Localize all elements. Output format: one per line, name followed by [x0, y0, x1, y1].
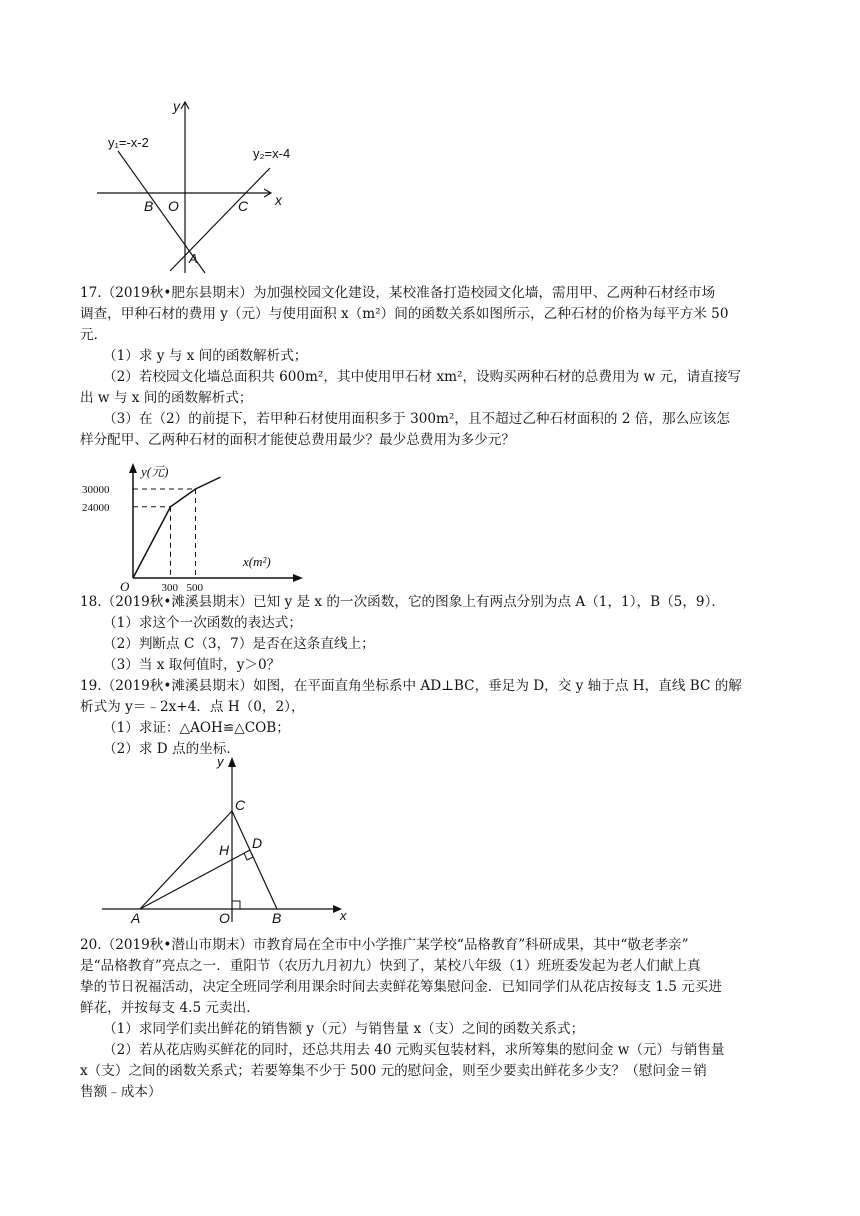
x-tick-label: 500 — [186, 582, 203, 594]
segment-ac — [140, 811, 232, 909]
fig19-point-a: A — [131, 910, 141, 926]
point-c-label: C — [238, 198, 249, 214]
line-y1-label: y₁=-x-2 — [108, 135, 149, 150]
q20-part2-line1: （2）若从花店购买鲜花的同时，还总共用去 40 元购买包装材料，求所筹集的慰问金 w（元）与销售量 — [103, 1042, 725, 1058]
fig19-point-o: O — [219, 910, 230, 926]
q17-part2-line2: 出 w 与 x 间的函数解析式； — [80, 390, 253, 406]
fig19-point-d: D — [252, 835, 263, 851]
q17-part3-line2: 样分配甲、乙两种石材的面积才能使总费用最少？最少总费用为多少元？ — [80, 432, 515, 448]
q19-part1: （1）求证：△AOH≌△COB； — [103, 720, 290, 736]
chart-origin-label: O — [120, 579, 130, 594]
chart-xlabel: x(m²) — [243, 554, 271, 569]
y-tick-label: 30000 — [82, 484, 110, 496]
q20-line1: 20.（2019秋•潜山市期末）市教育局在全市中小学推广某学校“品格教育”科研成果，其中“敬老孝亲” — [80, 937, 689, 953]
figure-triangle — [95, 752, 365, 927]
q19-stem-line1: 19.（2019秋•滩溪县期末）如图，在平面直角坐标系中 AD⊥BC，垂足为 D，交 y 轴于点 H，直线 BC 的解 — [80, 678, 742, 694]
q20-part1: （1）求同学们卖出鲜花的销售额 y（元）与销售量 x（支）之间的函数关系式； — [103, 1021, 585, 1037]
q19-part2: （2）求 D 点的坐标． — [103, 741, 240, 757]
fig19-point-b: B — [272, 910, 282, 926]
q20-part2-line2: x（支）之间的函数关系式；若要筹集不少于 500 元的慰问金，则至少要卖出鲜花多少支？（慰问金＝销 — [80, 1063, 707, 1079]
chart-x-arrow — [293, 574, 303, 582]
cost-series-line — [133, 477, 221, 578]
q20-line2: 是“品格教育”亮点之一．重阳节（农历九月初九）快到了，某校八年级（1）班班委发起为老人们献上真 — [80, 958, 701, 974]
q17-stem-line1: 17.（2019秋•肥东县期末）为加强校园文化建设，某校准备打造校园文化墙，需用甲、乙两种石材经市场 — [80, 285, 716, 301]
cost-chart — [78, 460, 308, 595]
y-tick-label: 24000 — [82, 501, 110, 514]
q18-part1: （1）求这个一次函数的表达式； — [103, 615, 302, 631]
axis-x-label: x — [275, 192, 282, 208]
q20-line4: 鲜花，并按每支 4.5 元卖出． — [80, 1000, 260, 1016]
q17-part1: （1）求 y 与 x 间的函数解析式； — [103, 348, 308, 364]
right-angle-o — [232, 901, 240, 909]
q17-stem-line2: 调查，甲种石材的费用 y（元）与使用面积 x（m²）间的函数关系如图所示，乙种石材的价格为每平方米 50 — [80, 306, 729, 322]
segment-ad — [140, 850, 250, 909]
q17-part3-line1: （3）在（2）的前提下，若甲种石材使用面积多于 300m²，且不超过乙种石材面积的 2 倍，那么应该怎 — [103, 411, 730, 427]
fig19-axis-x-label: x — [340, 908, 347, 923]
q17-part2-line1: （2）若校园文化墙总面积共 600m²，其中使用甲石材 xm²，设购买两种石材的总费用为 w 元，请直接写 — [103, 369, 742, 385]
fig19-point-h: H — [219, 842, 230, 858]
segment-cb — [232, 811, 277, 909]
point-o-label: O — [168, 198, 179, 214]
figure-two-lines — [90, 95, 300, 280]
chart-y-arrow — [129, 463, 137, 473]
point-a-label: A — [189, 251, 198, 266]
q20-line3: 挚的节日祝福活动，决定全班同学利用课余时间去卖鲜花筹集慰问金．已知同学们从花店按每支 1.5 元买进 — [80, 979, 722, 995]
q20-part2-line3: 售额﹣成本） — [80, 1084, 162, 1100]
fig19-axis-y-label: y — [217, 754, 224, 769]
q18-part3: （3）当 x 取何值时，y＞0？ — [103, 657, 281, 673]
q18-part2: （2）判断点 C（3，7）是否在这条直线上； — [103, 636, 375, 652]
q17-stem-line3: 元． — [80, 327, 108, 343]
chart-ylabel: y(元) — [141, 464, 169, 479]
fig19-point-c: C — [235, 797, 246, 813]
axis-y-label: y — [173, 98, 180, 114]
x-tick-label: 300 — [161, 582, 178, 594]
point-b-label: B — [144, 198, 154, 214]
q18-stem: 18.（2019秋•滩溪县期末）已知 y 是 x 的一次函数，它的图象上有两点分别为点 A（1，1），B（5，9）． — [80, 594, 725, 610]
line-y2-label: y₂=x-4 — [253, 146, 291, 161]
q19-stem-line2: 析式为 y＝﹣2x+4．点 H（0，2）， — [80, 699, 305, 715]
fig19-y-arrow — [228, 757, 236, 767]
